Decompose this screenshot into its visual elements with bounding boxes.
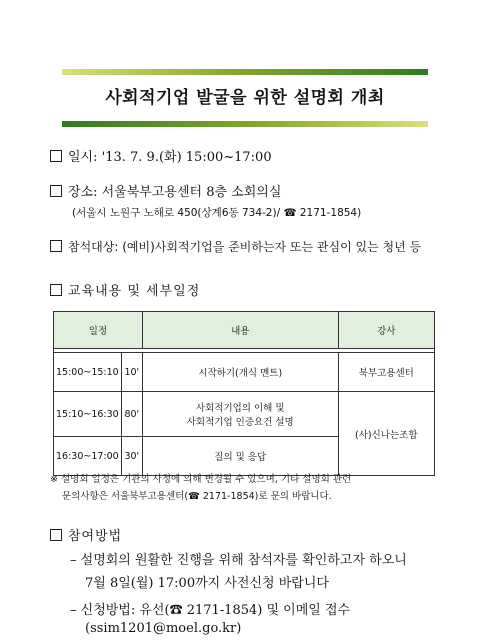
merged-lecturer: (사)신나는조합	[338, 392, 434, 476]
header-time: 일정	[54, 312, 143, 349]
participation-item2-line1: – 신청방법: 유선(☎ 2171-1854) 및 이메일 접수	[70, 603, 351, 618]
header-content: 내용	[142, 312, 338, 349]
checkbox-icon	[50, 284, 62, 296]
date-line	[50, 146, 272, 165]
row2-content-line1: 사회적기업의 이해 및	[195, 403, 285, 414]
row3-time: 16:30~17:00	[54, 437, 122, 476]
table-header-row	[54, 312, 435, 349]
checkbox-icon	[50, 150, 62, 162]
checkbox-icon	[50, 240, 62, 252]
header-lecturer: 강사	[338, 312, 434, 349]
schedule-table	[53, 311, 435, 476]
note-line2: 문의사항은 서울북부고용센터(☎ 2171-1854)로 문의 바랍니다.	[62, 491, 332, 502]
note-line1-text: 설명회 일정은 기관의 사정에 의해 변경될 수 있으며, 기타 설명회 관련	[61, 474, 352, 485]
target-line	[50, 238, 421, 255]
note-line1	[50, 471, 440, 488]
address-text: (서울시 노원구 노해로 450(상계6동 734-2)/ ☎ 2171-1854)	[72, 207, 362, 219]
row3-content: 질의 및 응답	[142, 437, 338, 476]
row1-duration: 10'	[121, 353, 142, 392]
participation-email: (ssim1201@moel.go.kr)	[85, 621, 242, 636]
checkbox-icon	[50, 529, 62, 541]
checkbox-icon	[50, 185, 62, 197]
place-line	[50, 181, 281, 200]
table-row	[54, 353, 435, 392]
schedule-note	[50, 471, 440, 505]
title-bottom-bar	[62, 121, 428, 127]
row3-duration: 30'	[121, 437, 142, 476]
row2-duration: 80'	[121, 392, 142, 437]
row1-content: 시작하기(개식 멘트)	[142, 353, 338, 392]
participation-heading-text: 참여방법	[68, 529, 123, 544]
participation-heading	[50, 525, 122, 544]
title-top-bar	[62, 69, 428, 75]
target-text: 참석대상: (예비)사회적기업을 준비하는자 또는 관심이 있는 청년 등	[68, 240, 422, 254]
note-mark: ※	[50, 474, 58, 485]
row1-time: 15:00~15:10	[54, 353, 122, 392]
place-text: 장소: 서울북부고용센터 8층 소회의실	[68, 185, 282, 200]
row2-time: 15:10~16:30	[54, 392, 122, 437]
row1-lecturer: 북부고용센터	[338, 353, 434, 392]
participation-item1-line2: 7월 8일(월) 17:00까지 사전신청 바랍니다	[85, 576, 329, 591]
row2-content-line2: 사회적기업 인증요건 설명	[186, 417, 294, 428]
page-title: 사회적기업 발굴을 위한 설명회 개최	[105, 88, 385, 108]
table-row	[54, 392, 435, 437]
participation-item1-line1: – 설명회의 원활한 진행을 위해 참석자를 확인하고자 하오니	[70, 553, 407, 568]
schedule-heading-text: 교육내용 및 세부일정	[68, 284, 201, 299]
date-text: 일시: '13. 7. 9.(화) 15:00~17:00	[68, 150, 272, 165]
row2-content	[142, 392, 338, 437]
schedule-heading	[50, 280, 200, 299]
